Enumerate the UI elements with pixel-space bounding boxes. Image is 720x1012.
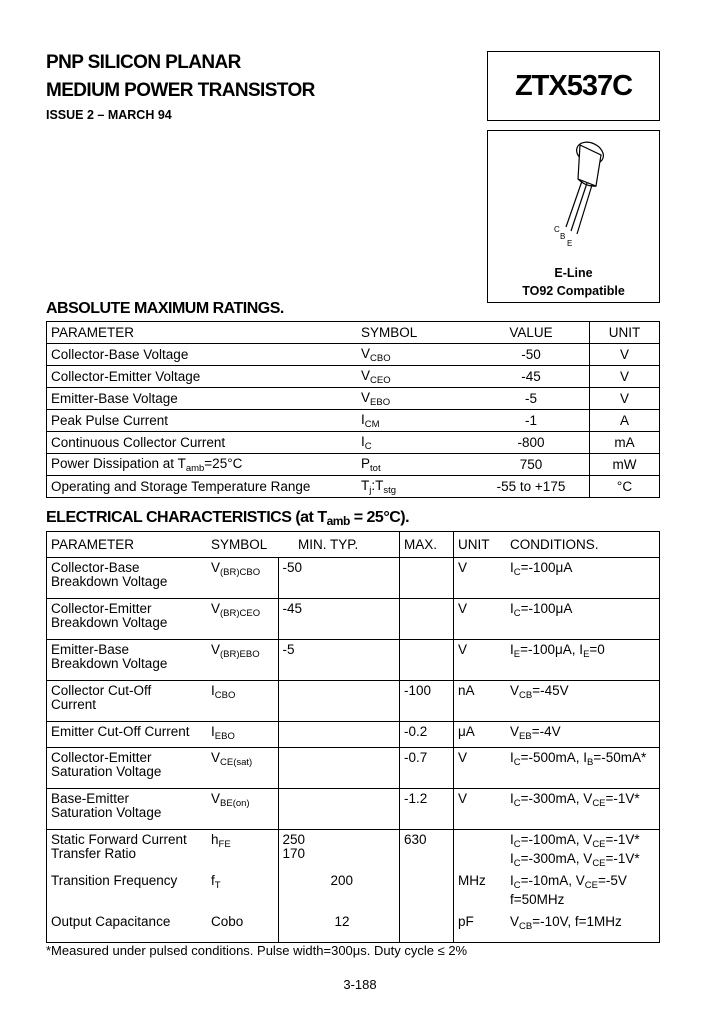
symbol: $I_{EBO}$ [211, 724, 235, 742]
header-parameter: PARAMETER [51, 536, 135, 552]
table-row [47, 599, 660, 640]
elec-title: ELECTRICAL CHARACTERISTICS (at $T_{amb} = 25^\circ C$). [46, 509, 410, 528]
table-row [47, 681, 660, 722]
min [278, 681, 400, 722]
pin-label-c: C [554, 225, 560, 234]
value: -5 [524, 391, 537, 406]
conditions: $V_{CB}=-45V$ [510, 683, 569, 701]
conditions: $I_C=-100mA$, $V_{CE}=-1V*$ $I_C=-300mA$, $V_{CE}=-1V*$ [510, 832, 640, 869]
min [278, 748, 400, 789]
table-row [47, 748, 660, 789]
table-header-row [47, 322, 660, 344]
header-symbol: SYMBOL [361, 325, 418, 340]
title-line-1: PNP SILICON PLANAR [46, 52, 241, 73]
unit: V [454, 558, 507, 599]
conditions: $I_C=-10mA$, $V_{CE}=-5V$ f=50MHz [510, 873, 627, 907]
table-row [47, 366, 660, 388]
header-value: VALUE [509, 325, 553, 340]
table-row [47, 640, 660, 681]
unit: V [454, 640, 507, 681]
header-conditions: CONDITIONS. [510, 536, 599, 552]
unit: V [590, 344, 660, 366]
max [400, 640, 454, 681]
value: -50 [521, 347, 541, 362]
table-row [47, 344, 660, 366]
table-row [47, 722, 660, 748]
param: Collector-Emitter Saturation Voltage [51, 750, 162, 779]
max [400, 912, 454, 942]
table-row [47, 388, 660, 410]
param: Collector-Base Voltage [51, 347, 189, 362]
value: -1 [524, 413, 537, 428]
conditions: $V_{EB}=-4V$ [510, 724, 561, 742]
symbol: $T_j:T_{stg}$ [361, 477, 397, 496]
unit: V [454, 748, 507, 789]
conditions: $I_C=-100\mu A$ [510, 560, 573, 578]
header-symbol: SYMBOL [211, 536, 268, 552]
unit: mA [590, 432, 660, 454]
symbol: $I_{CBO}$ [211, 683, 236, 701]
abs-max-table [46, 321, 660, 498]
max: -100 [400, 681, 454, 722]
unit: V [590, 388, 660, 410]
symbol: $h_{FE}$ [211, 832, 231, 850]
unit [454, 830, 507, 872]
max [400, 558, 454, 599]
unit: °C [590, 476, 660, 498]
package-name: E-Line [554, 266, 593, 280]
min [278, 789, 400, 830]
elec-table [46, 531, 660, 943]
symbol: $V_{CBO}$ [361, 345, 391, 364]
symbol: $I_{CM}$ [361, 411, 380, 430]
package-box [487, 130, 660, 303]
issue-date: ISSUE 2 – MARCH 94 [46, 108, 172, 122]
max [400, 871, 454, 912]
abs-max-title: ABSOLUTE MAXIMUM RATINGS. [46, 300, 284, 317]
table-row [47, 476, 660, 498]
param: Collector-Base Breakdown Voltage [51, 560, 168, 589]
value: -55 to +175 [496, 479, 566, 494]
table-row [47, 830, 660, 872]
param: Continuous Collector Current [51, 435, 226, 450]
unit: pF [454, 912, 507, 942]
min: -50 [278, 558, 400, 599]
header-min-typ: MIN. TYP. [298, 536, 359, 552]
package-compat: TO92 Compatible [522, 284, 625, 298]
symbol: $V_{BE(on)}$ [211, 791, 250, 809]
value: 750 [519, 457, 543, 472]
table-header-row [47, 532, 660, 558]
param: Peak Pulse Current [51, 413, 169, 428]
symbol: Cobo [211, 914, 244, 929]
symbol: $I_C$ [361, 433, 372, 452]
max [400, 599, 454, 640]
param: Power Dissipation at $T_{amb}=25^\circ C$ [51, 455, 243, 474]
param: Output Capacitance [51, 914, 171, 929]
param: Collector Cut-Off Current [51, 683, 152, 712]
header-max: MAX. [400, 532, 454, 558]
unit: MHz [454, 871, 507, 912]
param: Emitter Cut-Off Current [51, 724, 190, 739]
symbol: $P_{tot}$ [361, 455, 381, 474]
value: -45 [521, 369, 541, 384]
max: 630 [400, 830, 454, 872]
symbol: $V_{CE(sat)}$ [211, 750, 253, 768]
param: Collector-Emitter Voltage [51, 369, 201, 384]
part-number-box [487, 51, 660, 121]
symbol: $V_{CEO}$ [361, 367, 391, 386]
max: -0.7 [400, 748, 454, 789]
unit: V [454, 599, 507, 640]
header-unit: UNIT [454, 532, 507, 558]
symbol: $V_{(BR)EBO}$ [211, 642, 260, 660]
table-row [47, 912, 660, 942]
table-row [47, 432, 660, 454]
param: Transition Frequency [51, 873, 178, 888]
unit: nA [454, 681, 507, 722]
table-row [47, 558, 660, 599]
param: Operating and Storage Temperature Range [51, 479, 311, 494]
symbol: $V_{(BR)CBO}$ [211, 560, 261, 578]
header-unit: UNIT [590, 322, 660, 344]
max: -0.2 [400, 722, 454, 748]
min: -5 [278, 640, 400, 681]
unit: V [454, 789, 507, 830]
typ: 12 [278, 912, 400, 942]
part-number: ZTX537C [514, 69, 633, 102]
table-row [47, 410, 660, 432]
symbol: $V_{(BR)CEO}$ [211, 601, 261, 619]
table-row [47, 454, 660, 476]
unit: mW [590, 454, 660, 476]
header-parameter: PARAMETER [51, 325, 135, 340]
pin-label-b: B [560, 232, 566, 241]
conditions: $V_{CB}=-10V$, f=1MHz [510, 914, 622, 932]
unit: μA [454, 722, 507, 748]
to92-package-icon [488, 131, 659, 261]
param: Static Forward Current Transfer Ratio [51, 832, 187, 861]
symbol: $V_{EBO}$ [361, 389, 391, 408]
param: Base-Emitter Saturation Voltage [51, 791, 162, 820]
max: -1.2 [400, 789, 454, 830]
footnote: *Measured under pulsed conditions. Pulse width=300μs. Duty cycle ≤ 2% [46, 943, 468, 958]
symbol: $f_T$ [211, 873, 221, 891]
table-row [47, 789, 660, 830]
conditions: $I_E=-100\mu A$, $I_E=0$ [510, 642, 605, 660]
page-number: 3-188 [343, 977, 377, 992]
conditions: $I_C=-500mA$, $I_B=-50mA*$ [510, 750, 647, 768]
table-row [47, 871, 660, 912]
param: Emitter-Base Voltage [51, 391, 178, 406]
conditions: $I_C=-100\mu A$ [510, 601, 573, 619]
param: Emitter-Base Breakdown Voltage [51, 642, 168, 671]
title-line-2: MEDIUM POWER TRANSISTOR [46, 80, 315, 101]
pin-label-e: E [567, 239, 573, 248]
value: -800 [517, 435, 545, 450]
typ: 200 [278, 871, 400, 912]
param: Collector-Emitter Breakdown Voltage [51, 601, 168, 630]
conditions: $I_C=-300mA$, $V_{CE}=-1V*$ [510, 791, 640, 809]
min: 250 170 [278, 830, 400, 872]
min [278, 722, 400, 748]
unit: V [590, 366, 660, 388]
min: -45 [278, 599, 400, 640]
unit: A [590, 410, 660, 432]
